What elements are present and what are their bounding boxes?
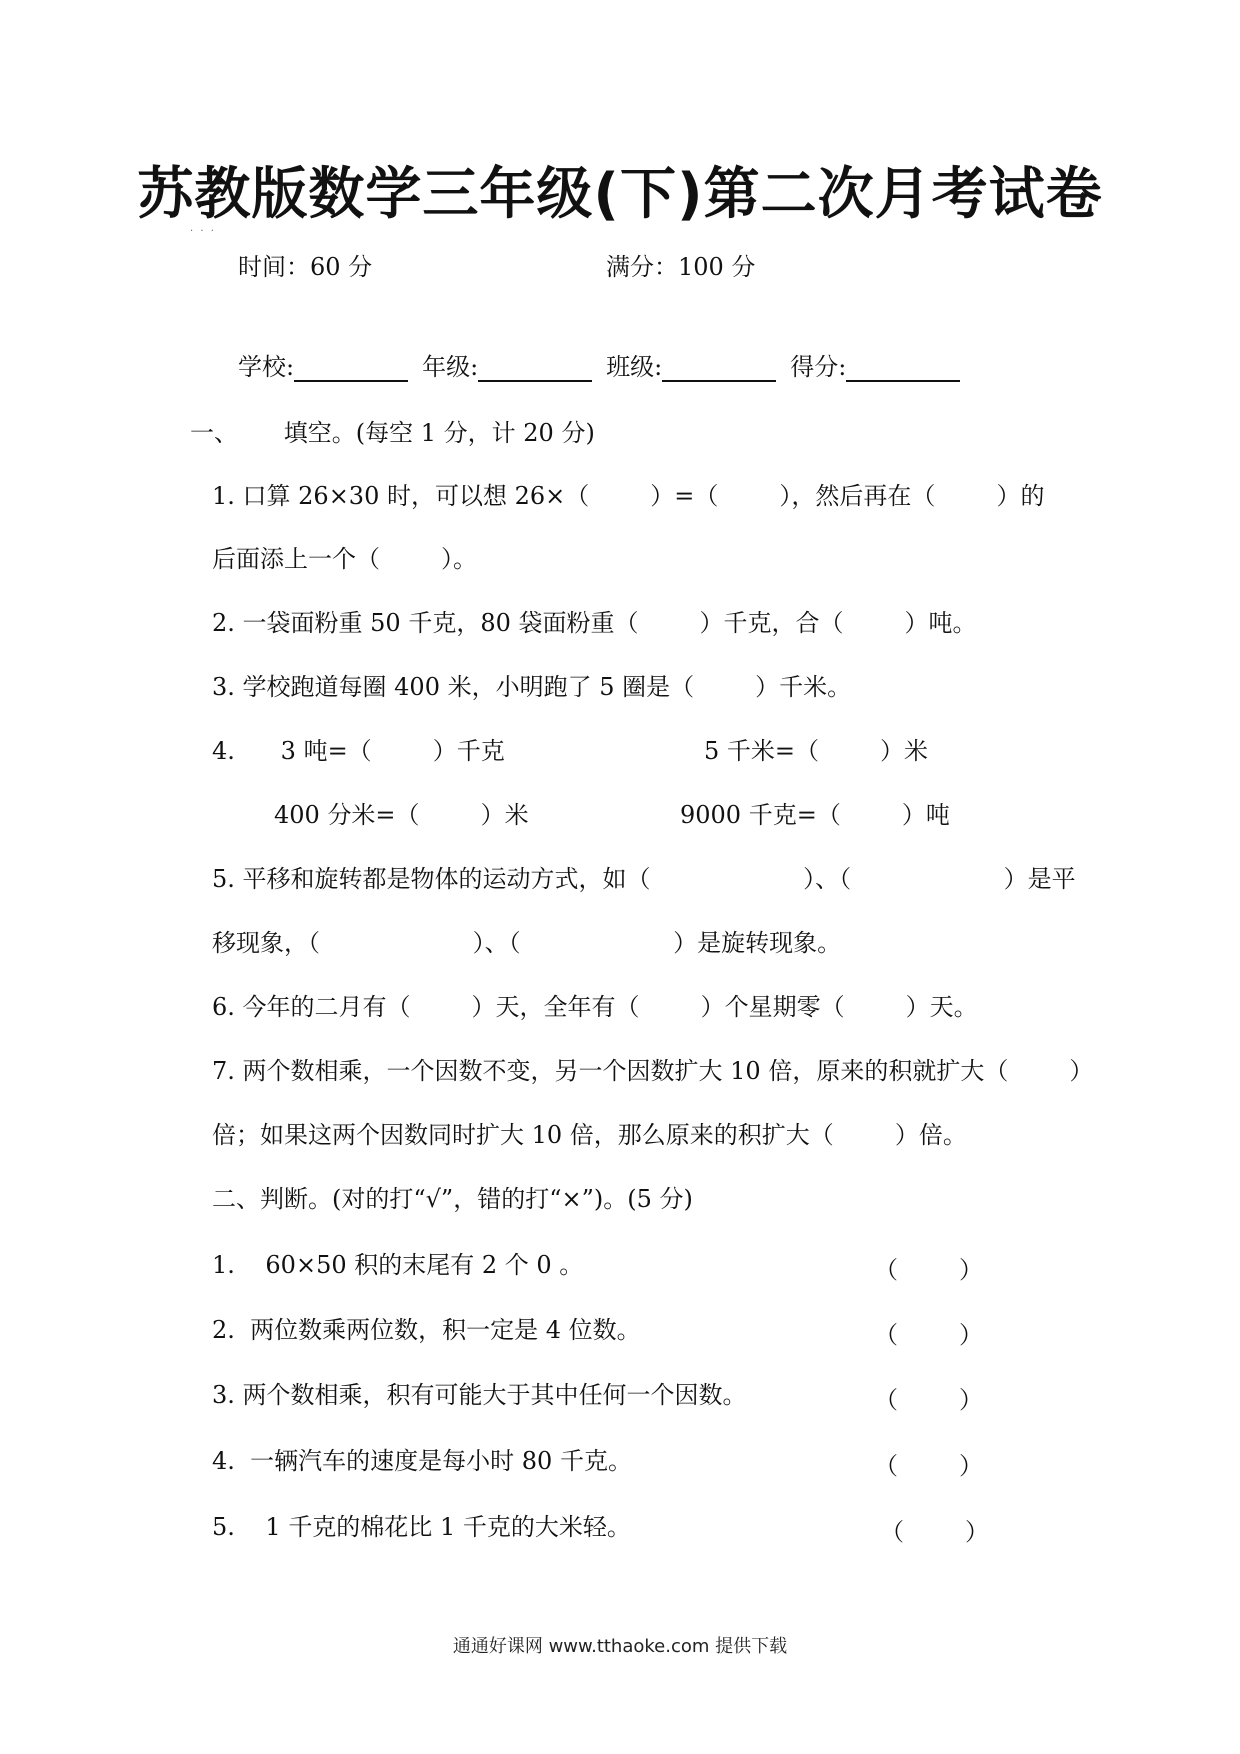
answer-paren[interactable]: （ ） — [874, 1321, 984, 1349]
score-label: 得分: — [790, 353, 847, 381]
answer-paren[interactable]: （ ） — [874, 1386, 984, 1414]
school-blank[interactable] — [294, 352, 408, 382]
class-blank[interactable] — [662, 352, 776, 382]
section2-heading: 二、判断。(对的打“√”，错的打“×”)。(5 分) — [212, 1185, 693, 1213]
question-line: 9000 千克=（ ）吨 — [680, 801, 950, 829]
grade-label: 年级: — [422, 353, 479, 381]
question-line: 3. 学校跑道每圈 400 米，小明跑了 5 圈是（ ）千米。 — [212, 673, 852, 701]
section1-heading: 一、 填空。(每空 1 分，计 20 分) — [190, 419, 595, 447]
question-line: 倍；如果这两个因数同时扩大 10 倍，那么原来的积扩大（ ）倍。 — [212, 1121, 967, 1149]
answer-paren[interactable]: （ ） — [874, 1256, 984, 1284]
question-line: 4. 3 吨=（ ）千克 — [212, 737, 505, 765]
grade-blank[interactable] — [478, 352, 592, 382]
question-line: 后面添上一个（ ）。 — [212, 545, 478, 573]
decorative-dots: · · · — [190, 226, 216, 237]
question-line: 7. 两个数相乘，一个因数不变，另一个因数扩大 10 倍，原来的积就扩大（ ） — [212, 1057, 1094, 1085]
judgment-item: 5. 1 千克的棉花比 1 千克的大米轻。 — [212, 1513, 631, 1541]
answer-paren[interactable]: （ ） — [874, 1452, 984, 1480]
full-score: 满分：100 分 — [606, 253, 756, 281]
question-line: 2. 一袋面粉重 50 千克，80 袋面粉重（ ）千克，合（ ）吨。 — [212, 609, 977, 637]
score-blank[interactable] — [846, 352, 960, 382]
question-line: 5. 平移和旋转都是物体的运动方式，如（ ）、（ ）是平 — [212, 865, 1076, 893]
question-line: 400 分米=（ ）米 — [274, 801, 529, 829]
judgment-item: 4. 一辆汽车的速度是每小时 80 千克。 — [212, 1447, 632, 1475]
judgment-item: 1. 60×50 积的末尾有 2 个 0 。 — [212, 1251, 584, 1279]
judgment-item: 3. 两个数相乘，积有可能大于其中任何一个因数。 — [212, 1381, 747, 1409]
class-label: 班级: — [606, 353, 663, 381]
question-line: 1. 口算 26×30 时，可以想 26×（ ）=（ ），然后再在（ ）的 — [212, 482, 1045, 510]
judgment-item: 2. 两位数乘两位数，积一定是 4 位数。 — [212, 1316, 641, 1344]
exam-title: 苏教版数学三年级(下)第二次月考试卷 — [137, 162, 1103, 227]
time-limit: 时间：60 分 — [238, 253, 373, 281]
footer-credit: 通通好课网 www.tthaoke.com 提供下载 — [452, 1636, 788, 1657]
question-line: 移现象，（ ）、（ ）是旋转现象。 — [212, 929, 842, 957]
school-label: 学校: — [238, 353, 295, 381]
question-line: 5 千米=（ ）米 — [704, 737, 929, 765]
student-info-row — [238, 348, 974, 382]
question-line: 6. 今年的二月有（ ）天，全年有（ ）个星期零（ ）天。 — [212, 993, 978, 1021]
answer-paren[interactable]: （ ） — [880, 1518, 990, 1546]
